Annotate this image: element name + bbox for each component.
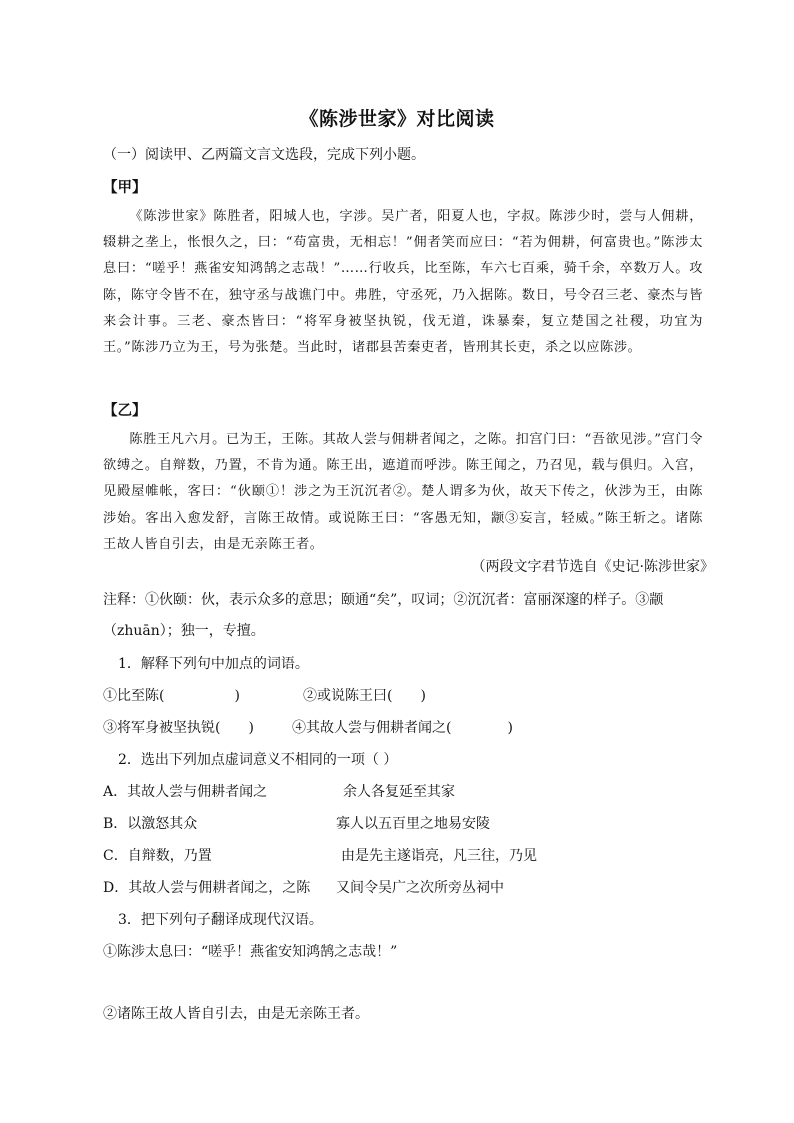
question-1-item: ①比至陈( ) [103, 688, 240, 704]
label-yi: 【乙】 [103, 402, 147, 419]
question-3-item: ②诸陈王故人皆自引去，由是无亲陈王者。 [103, 1006, 369, 1022]
source-citation: （两段文字君节选自《史记·陈涉世家》 [471, 559, 714, 575]
page-title: 《陈涉世家》对比阅读 [299, 108, 495, 130]
label-jia: 【甲】 [103, 179, 147, 196]
question-1-item: ③将军身被坚执锐( ) [103, 720, 254, 736]
question-2-option-left: A．其故人尝与佣耕者闻之 [103, 784, 268, 800]
question-1-item: ④其故人尝与佣耕者闻之( ) [292, 720, 513, 736]
question-2-title: 2．选出下列加点虚词意义不相同的一项（ ） [118, 752, 398, 768]
question-2-option-left: B．以激怒其众 [103, 816, 198, 832]
passage-jia [103, 204, 703, 361]
question-1-item: ②或说陈王曰( ) [303, 688, 426, 704]
question-1-title: 1．解释下列句中加点的词语。 [118, 656, 309, 672]
question-2-option-right: 余人各复延至其家 [343, 784, 455, 800]
question-2-option-left: C．自辩数，乃置 [103, 848, 212, 864]
question-2-option-right: 由是先主遂诣亮，凡三往，乃见 [341, 848, 537, 864]
section-intro: （一）阅读甲、乙两篇文言文选段，完成下列小题。 [103, 147, 425, 163]
annotation-note: 注释：①伙颐：伙，表示众多的意思；颐通“矣”，叹词；②沉沉者：富丽深邃的样子。③颛（zhuān）；独一，专擅。 [103, 592, 664, 639]
passage-yi [103, 427, 703, 558]
passage-yi-text: 陈胜王凡六月。已为王，王陈。其故人尝与佣耕者闻之，之陈。扣宫门曰：“吾欲见涉。”宫门令欲缚之。自辩数，乃置，不肯为通。陈王出，遮道而呼涉。陈王闻之，乃召见，载与俱归。入宫，见殿屋帷帐，客曰：“伙颐①！涉之为王沉沉者②。楚人谓多为伙，故天下传之，伙涉为王，由陈涉始。客出入愈发舒，言陈王故情。或说陈王曰：“客愚无知，颛③妄言，轻威。”陈王斩之。诸陈王故人皆自引去，由是无亲陈王者。 [103, 432, 703, 552]
question-2-option-left: D．其故人尝与佣耕者闻之，之陈 [103, 880, 311, 896]
question-2-option-right: 寡人以五百里之地易安陵 [336, 816, 490, 832]
question-3-title: 3．把下列句子翻译成现代汉语。 [118, 912, 323, 928]
question-3-item: ①陈涉太息曰：“嗟乎！燕雀安知鸿鹄之志哉！” [103, 944, 398, 960]
passage-jia-text: 《陈涉世家》陈胜者，阳城人也，字涉。吴广者，阳夏人也，字叔。陈涉少时，尝与人佣耕，辍耕之垄上，怅恨久之，曰：“苟富贵，无相忘！”佣者笑而应曰：“若为佣耕，何富贵也。”陈涉太息曰：“嗟乎！燕雀安知鸿鹄之志哉！”……行收兵，比至陈，车六七百乘，骑千余，卒数万人。攻陈，陈守令皆不在，独守丞与战谯门中。弗胜，守丞死，乃入据陈。数日，号令召三老、豪杰与皆来会计事。三老、豪杰皆曰：“将军身被坚执锐，伐无道，诛暴秦，复立楚国之社稷，功宜为王。”陈涉乃立为王，号为张楚。当此时，诸郡县苦秦吏者，皆刑其长吏，杀之以应陈涉。 [103, 209, 703, 356]
question-2-option-right: 又间令吴广之次所旁丛祠中 [336, 880, 504, 896]
